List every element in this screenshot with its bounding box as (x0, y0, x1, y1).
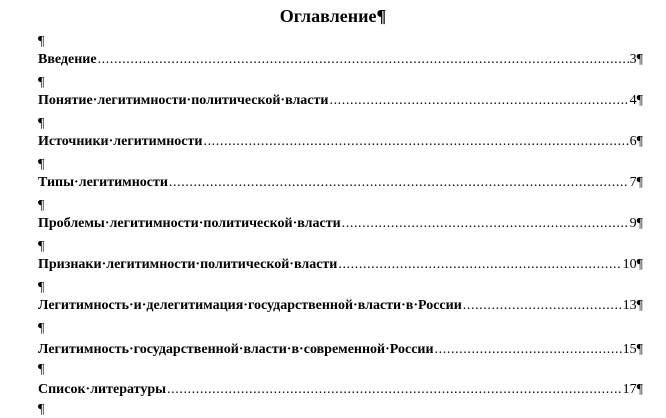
toc-entry-title: Список·литературы (38, 382, 167, 397)
toc-entry[interactable] (38, 216, 643, 232)
toc-page-number: 15¶ (622, 342, 643, 357)
toc-entry-title: Легитимность·и·делегитимация·государственной·власти·в·России (38, 298, 462, 313)
dot-leader (463, 298, 622, 314)
toc-entry[interactable] (38, 382, 643, 398)
paragraph-mark: ¶ (38, 116, 45, 131)
dot-leader (167, 382, 622, 398)
paragraph-mark: ¶ (38, 321, 45, 336)
paragraph-mark: ¶ (38, 198, 45, 213)
toc-entry-title: Введение (38, 52, 97, 67)
toc-entry-title: Признаки·легитимности·политической·власти (38, 257, 338, 272)
toc-page-number: 6¶ (629, 134, 643, 149)
toc-page-number: 10¶ (622, 257, 643, 272)
paragraph-mark: ¶ (38, 362, 45, 377)
dot-leader (203, 134, 628, 150)
toc-entry[interactable] (38, 52, 643, 68)
toc-page-number: 13¶ (622, 298, 643, 313)
toc-page-number: 7¶ (629, 175, 643, 190)
toc-entry-title: Проблемы·легитимности·политической·власти (38, 216, 341, 231)
dot-leader (435, 342, 622, 358)
toc-entry-title: Понятие·легитимности·политической·власти (38, 93, 329, 108)
paragraph-mark: ¶ (38, 239, 45, 254)
toc-page-number: 17¶ (622, 382, 643, 397)
paragraph-mark: ¶ (38, 34, 45, 49)
toc-page-number: 3¶ (629, 52, 643, 67)
paragraph-mark: ¶ (38, 157, 45, 172)
toc-page-number: 9¶ (629, 216, 643, 231)
toc-entry[interactable] (38, 257, 643, 273)
dot-leader (338, 257, 621, 273)
toc-entry-title: Типы·легитимности (38, 175, 168, 190)
toc-entry[interactable] (38, 298, 643, 314)
toc-entry-title: Источники·легитимности (38, 134, 203, 149)
dot-leader (329, 93, 628, 109)
paragraph-mark: ¶ (38, 280, 45, 295)
toc-entry[interactable] (38, 175, 643, 191)
toc-entry[interactable] (38, 342, 643, 358)
toc-entry-title: Легитимность·государственной·власти·в·современной·России (38, 342, 434, 357)
dot-leader (169, 175, 629, 191)
dot-leader (342, 216, 629, 232)
dot-leader (98, 52, 629, 68)
paragraph-mark: ¶ (38, 402, 45, 417)
paragraph-mark: ¶ (38, 75, 45, 90)
toc-page-number: 4¶ (629, 93, 643, 108)
toc-entry[interactable] (38, 134, 643, 150)
toc-heading: Оглавление¶ (279, 6, 387, 26)
toc-entry[interactable] (38, 93, 643, 109)
